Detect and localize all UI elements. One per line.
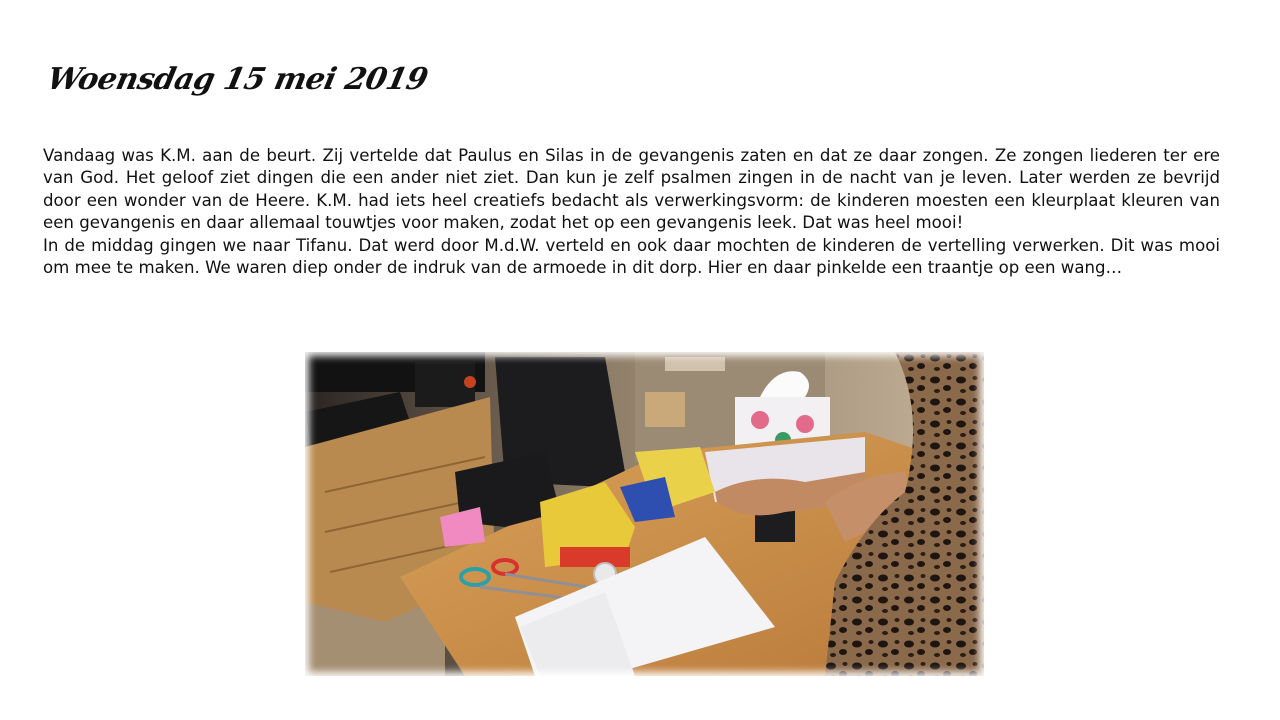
paragraph-afternoon: In de middag gingen we naar Tifanu. Dat werd door M.d.W. verteld en ook daar mochten de kinderen de vertelling verwerken. Dit was mooi om mee te maken. We waren diep onder de indruk van de armoede in dit dorp. Hier en daar pinkelde een traantje op een wang… — [43, 235, 1220, 278]
slide-body — [43, 145, 1220, 279]
photo-illustration — [305, 352, 984, 676]
photo-desk-craft-supplies — [305, 352, 984, 676]
slide-title: Woensdag 15 mei 2019 — [44, 62, 431, 97]
paragraph-morning: Vandaag was K.M. aan de beurt. Zij vertelde dat Paulus en Silas in de gevangenis zaten en dat ze daar zongen. Ze zongen liederen ter ere van God. Het geloof ziet dingen die een ander niet ziet. Dan kun je zelf psalmen zingen in de nacht van je leven. Later werden ze bevrijd door een wonder van de Heere. K.M. had iets heel creatiefs bedacht als verwerkingsvorm: de kinderen moesten een kleurplaat kleuren van een gevangenis en daar allemaal touwtjes voor maken, zodat het op een gevangenis leek. Dat was heel mooi! — [43, 146, 1220, 233]
